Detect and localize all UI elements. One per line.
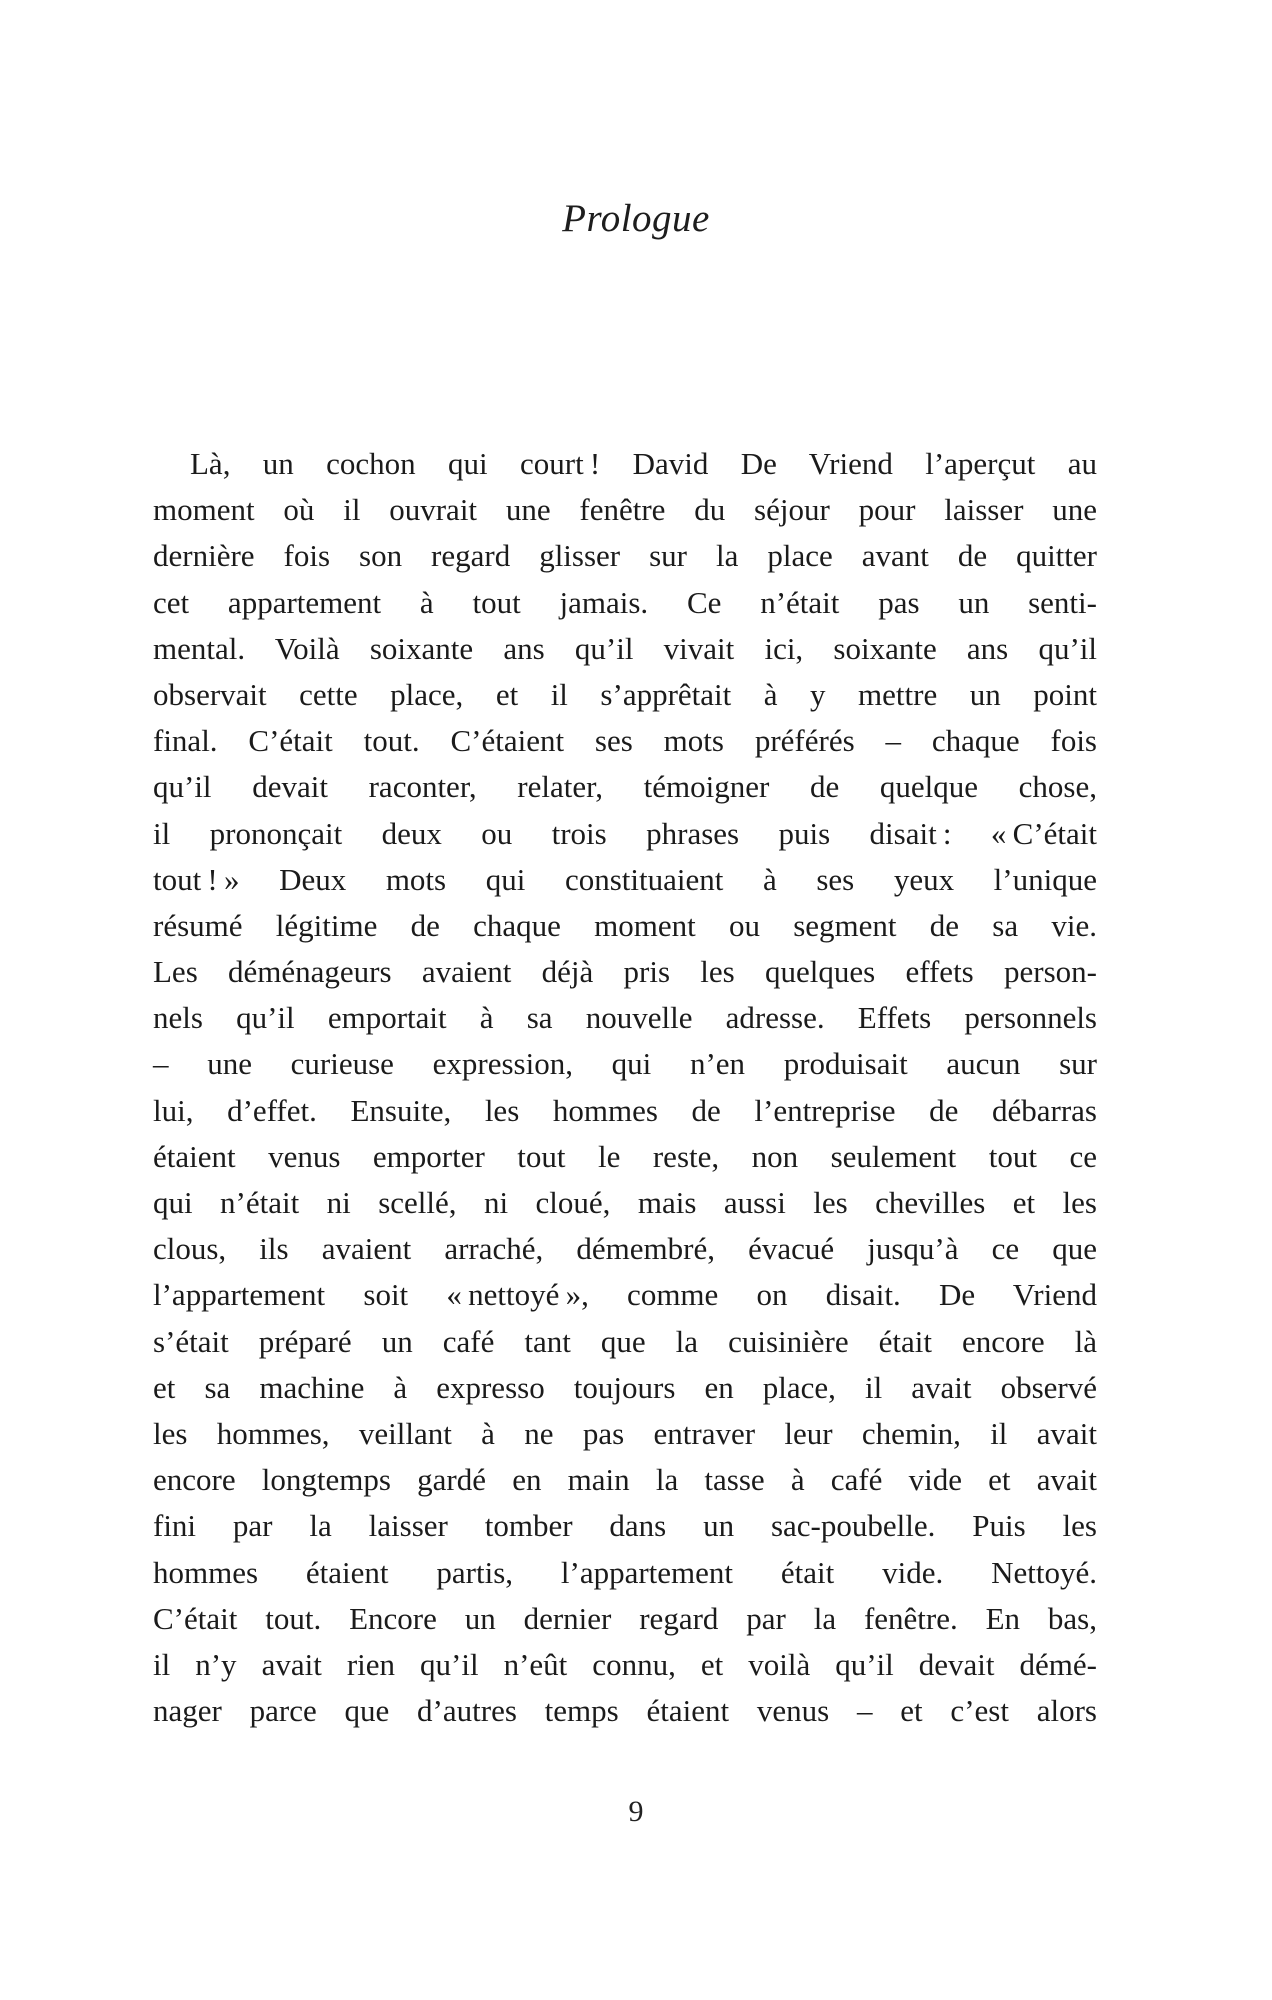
text-line: clous, ils avaient arraché, démembré, évacué jusqu’à ce que xyxy=(153,1231,1097,1267)
text-line: C’était tout. Encore un dernier regard par la fenêtre. En bas, xyxy=(153,1600,1097,1636)
text-line: résumé légitime de chaque moment ou segment de sa vie. xyxy=(153,907,1097,943)
text-line: il n’y avait rien qu’il n’eût connu, et voilà qu’il devait démé- xyxy=(153,1646,1097,1682)
text-line: et sa machine à expresso toujours en place, il avait observé xyxy=(153,1369,1097,1405)
text-line: moment où il ouvrait une fenêtre du séjour pour laisser une xyxy=(153,492,1097,528)
text-line: il prononçait deux ou trois phrases puis disait : « C’était xyxy=(153,815,1097,851)
chapter-heading: Prologue xyxy=(562,197,710,240)
text-line: fini par la laisser tomber dans un sac-poubelle. Puis les xyxy=(153,1508,1097,1544)
text-line: nels qu’il emportait à sa nouvelle adresse. Effets personnels xyxy=(153,1000,1097,1036)
text-line: qui n’était ni scellé, ni cloué, mais aussi les chevilles et les xyxy=(153,1185,1097,1220)
text-line: encore longtemps gardé en main la tasse à café vide et avait xyxy=(153,1462,1097,1498)
text-line: s’était préparé un café tant que la cuisinière était encore là xyxy=(153,1323,1097,1359)
text-line: étaient venus emporter tout le reste, non seulement tout ce xyxy=(153,1138,1097,1174)
text-line: final. C’était tout. C’étaient ses mots préférés – chaque fois xyxy=(153,723,1097,759)
text-line: qu’il devait raconter, relater, témoigner de quelque chose, xyxy=(153,769,1097,805)
text-line: mental. Voilà soixante ans qu’il vivait ici, soixante ans qu’il xyxy=(153,630,1097,666)
page-number: 9 xyxy=(628,1795,644,1828)
text-line: dernière fois son regard glisser sur la place avant de quitter xyxy=(153,538,1097,574)
text-line: l’appartement soit « nettoyé », comme on disait. De Vriend xyxy=(153,1277,1097,1313)
text-line: lui, d’effet. Ensuite, les hommes de l’entreprise de débarras xyxy=(153,1092,1097,1128)
text-line: observait cette place, et il s’apprêtait à y mettre un point xyxy=(153,676,1097,712)
text-line: Les déménageurs avaient déjà pris les quelques effets person- xyxy=(153,954,1097,990)
text-line: hommes étaient partis, l’appartement était vide. Nettoyé. xyxy=(153,1554,1097,1590)
text-line: cet appartement à tout jamais. Ce n’était pas un senti- xyxy=(153,584,1097,620)
text-line: Là, un cochon qui court ! David De Vriend l’aperçut au xyxy=(190,446,1097,481)
text-line: nager parce que d’autres temps étaient venus – et c’est alors xyxy=(153,1693,1097,1729)
text-line: – une curieuse expression, qui n’en produisait aucun sur xyxy=(153,1046,1097,1082)
body-text xyxy=(153,441,1097,1734)
text-line: tout ! » Deux mots qui constituaient à ses yeux l’unique xyxy=(153,861,1097,897)
text-line: les hommes, veillant à ne pas entraver leur chemin, il avait xyxy=(153,1415,1097,1451)
